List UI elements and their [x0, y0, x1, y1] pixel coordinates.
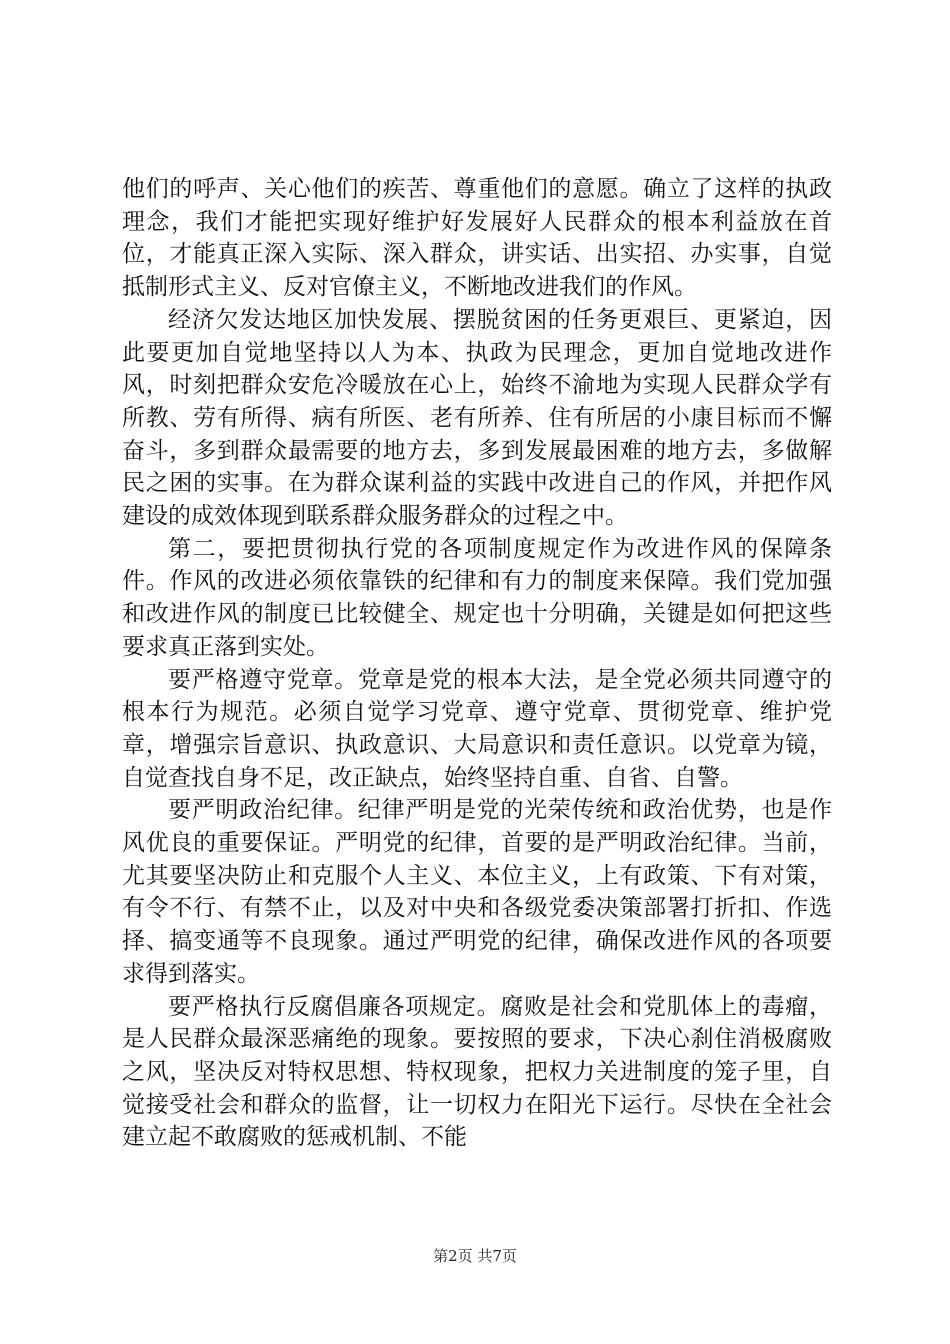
paragraph-2: 经济欠发达地区加快发展、摆脱贫困的任务更艰巨、更紧迫，因此要更加自觉地坚持以人为本、执政为民理念，更加自觉地改进作风，时刻把群众安危冷暖放在心上，始终不渝地为实现人民群众学有所教、劳有所得、病有所医、老有所养、住有所居的小康目标而不懈奋斗，多到群众最需要的地方去，多到发展最困难的地方去，多做解民之困的实事。在为群众谋利益的实践中改进自己的作风，并把作风建设的成效体现到联系群众服务群众的过程之中。	[122, 306, 832, 530]
page-number: 第2页 共7页	[433, 1247, 517, 1265]
page-footer	[0, 1245, 950, 1266]
paragraph-3: 第二，要把贯彻执行党的各项制度规定作为改进作风的保障条件。作风的改进必须依靠铁的纪律和有力的制度来保障。我们党加强和改进作风的制度已比较健全、规定也十分明确，关键是如何把这些要求真正落到实处。	[122, 535, 832, 660]
paragraph-5: 要严明政治纪律。纪律严明是党的光荣传统和政治优势，也是作风优良的重要保证。严明党的纪律，首要的是严明政治纪律。当前，尤其要坚决防止和克服个人主义、本位主义，上有政策、下有对策，有令不行、有禁不止，以及对中央和各级党委决策部署打折扣、作选择、搞变通等不良现象。通过严明党的纪律，确保改进作风的各项要求得到落实。	[122, 797, 832, 987]
document-body	[122, 173, 832, 1154]
paragraph-6: 要严格执行反腐倡廉各项规定。腐败是社会和党肌体上的毒瘤，是人民群众最深恶痛绝的现象。要按照的要求，下决心刹住消极腐败之风，坚决反对特权思想、特权现象，把权力关进制度的笼子里，自觉接受社会和群众的监督，让一切权力在阳光下运行。尽快在全社会建立起不敢腐败的惩戒机制、不能	[122, 993, 832, 1151]
paragraph-4: 要严格遵守党章。党章是党的根本大法，是全党必须共同遵守的根本行为规范。必须自觉学习党章、遵守党章、贯彻党章、维护党章，增强宗旨意识、执政意识、大局意识和责任意识。以党章为镜，自觉查找自身不足，改正缺点，始终坚持自重、自省、自警。	[122, 666, 832, 791]
paragraph-1: 他们的呼声、关心他们的疾苦、尊重他们的意愿。确立了这样的执政理念，我们才能把实现好维护好发展好人民群众的根本利益放在首位，才能真正深入实际、深入群众，讲实话、出实招、办实事，自觉抵制形式主义、反对官僚主义，不断地改进我们的作风。	[122, 176, 832, 301]
